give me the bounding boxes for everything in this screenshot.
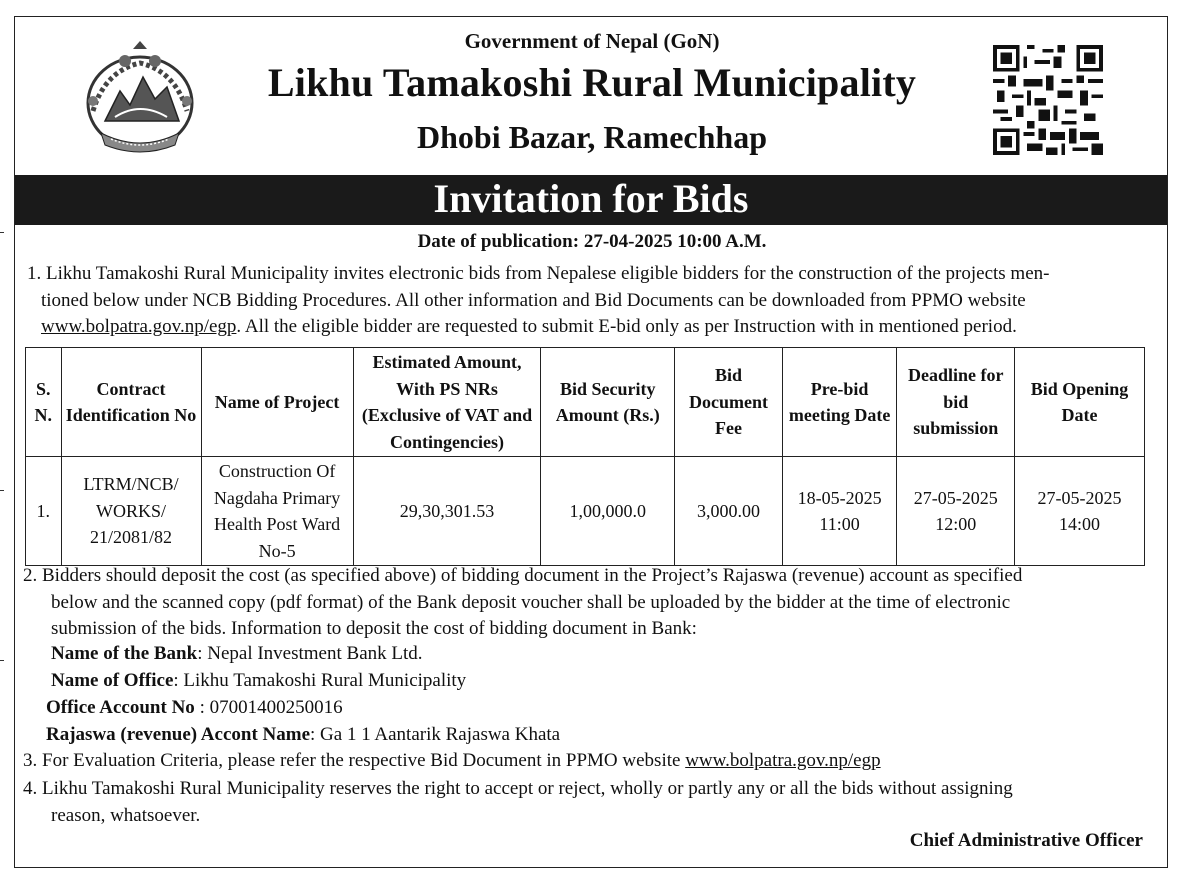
text-line: Bidders should deposit the cost (as specified above) of bidding document in the Project’s Rajaswa (revenue) account as specified (42, 565, 1023, 586)
ppmo-website-link[interactable]: www.bolpatra.gov.np/egp (41, 316, 237, 337)
column-header: Name of Project (201, 348, 353, 457)
table-cell: LTRM/NCB/ WORKS/ 21/2081/82 (61, 457, 201, 566)
field-value: : Nepal Investment Bank Ltd. (197, 643, 423, 664)
column-header: Estimated Amount, With PS NRs (Exclusive of VAT and Contingencies) (353, 348, 541, 457)
page-title: Invitation for Bids (15, 175, 1167, 225)
table-cell: Construction Of Nagdaha Primary Health Post Ward No-5 (201, 457, 353, 566)
field-value: : Likhu Tamakoshi Rural Municipality (173, 670, 467, 691)
paragraph-1 (27, 261, 1157, 341)
margin-tick (0, 490, 4, 491)
account-number-line (46, 697, 343, 719)
text-line: submission of the bids. Information to deposit the cost of bidding document in Bank: (51, 618, 697, 639)
column-header: Contract Identification No (61, 348, 201, 457)
field-value: : 07001400250016 (194, 697, 343, 718)
column-header: Bid Security Amount (Rs.) (541, 348, 675, 457)
text-line: 3. For Evaluation Criteria, please refer the respective Bid Document in PPMO website (23, 750, 681, 771)
table-header-row (26, 348, 1145, 457)
rajaswa-account-line (46, 724, 560, 746)
publication-date: Date of publication: 27-04-2025 10:00 A.M. (417, 231, 767, 252)
margin-tick (0, 232, 4, 233)
margin-tick (0, 660, 4, 661)
municipality-address: Dhobi Bazar, Ramechhap (417, 119, 767, 155)
text-line: below and the scanned copy (pdf format) of the Bank deposit voucher shall be uploaded by the bidder at the time of electronic (51, 591, 1011, 613)
column-header: Deadline for bid submission (897, 348, 1015, 457)
column-header: Bid Document Fee (675, 348, 783, 457)
field-value: : Ga 1 1 Aantarik Rajaswa Khata (310, 724, 561, 745)
paragraph-2 (23, 563, 1159, 643)
field-label: Name of Office (51, 670, 174, 691)
text-line: . All the eligible bidder are requested to submit E-bid only as per Instruction with in mentioned period. (236, 316, 1017, 337)
ppmo-website-link[interactable]: www.bolpatra.gov.np/egp (685, 750, 881, 771)
government-name: Government of Nepal (GoN) (464, 29, 720, 53)
text-line: tioned below under NCB Bidding Procedures. All other information and Bid Documents can be downloaded from PPMO website (41, 289, 1026, 311)
bid-table (25, 347, 1145, 566)
table-cell: 29,30,301.53 (353, 457, 541, 566)
table-cell: 27-05-2025 12:00 (897, 457, 1015, 566)
column-header: Bid Opening Date (1015, 348, 1145, 457)
table-cell: 27-05-2025 14:00 (1015, 457, 1145, 566)
paragraph-number: 2. (23, 565, 38, 586)
table-cell: 18-05-2025 11:00 (782, 457, 897, 566)
municipality-name: Likhu Tamakoshi Rural Municipality (267, 60, 917, 105)
text-line: reason, whatsoever. (51, 804, 201, 826)
column-header: S. N. (26, 348, 62, 457)
field-label: Rajaswa (revenue) Accont Name (46, 724, 311, 745)
paragraph-number: 1. (27, 263, 42, 284)
table-row (26, 457, 1145, 566)
table-cell: 1. (26, 457, 62, 566)
bank-name-line (51, 643, 423, 665)
table-cell: 1,00,000.0 (541, 457, 675, 566)
column-header: Pre-bid meeting Date (782, 348, 897, 457)
qr-code-icon (993, 45, 1103, 155)
table-cell: 3,000.00 (675, 457, 783, 566)
text-line: 4. Likhu Tamakoshi Rural Municipality reserves the right to accept or reject, wholly or partly any or all the bids without assigning (23, 778, 1013, 799)
paragraph-4 (23, 776, 1159, 829)
field-label: Name of the Bank (51, 643, 198, 664)
field-label: Office Account No (46, 697, 195, 718)
office-name-line (51, 670, 466, 692)
signatory: Chief Administrative Officer (909, 830, 1143, 851)
bid-notice (14, 16, 1168, 868)
paragraph-3 (23, 750, 881, 772)
text-line: Likhu Tamakoshi Rural Municipality invites electronic bids from Nepalese eligible bidders for the construction of the projects men- (46, 263, 1050, 284)
